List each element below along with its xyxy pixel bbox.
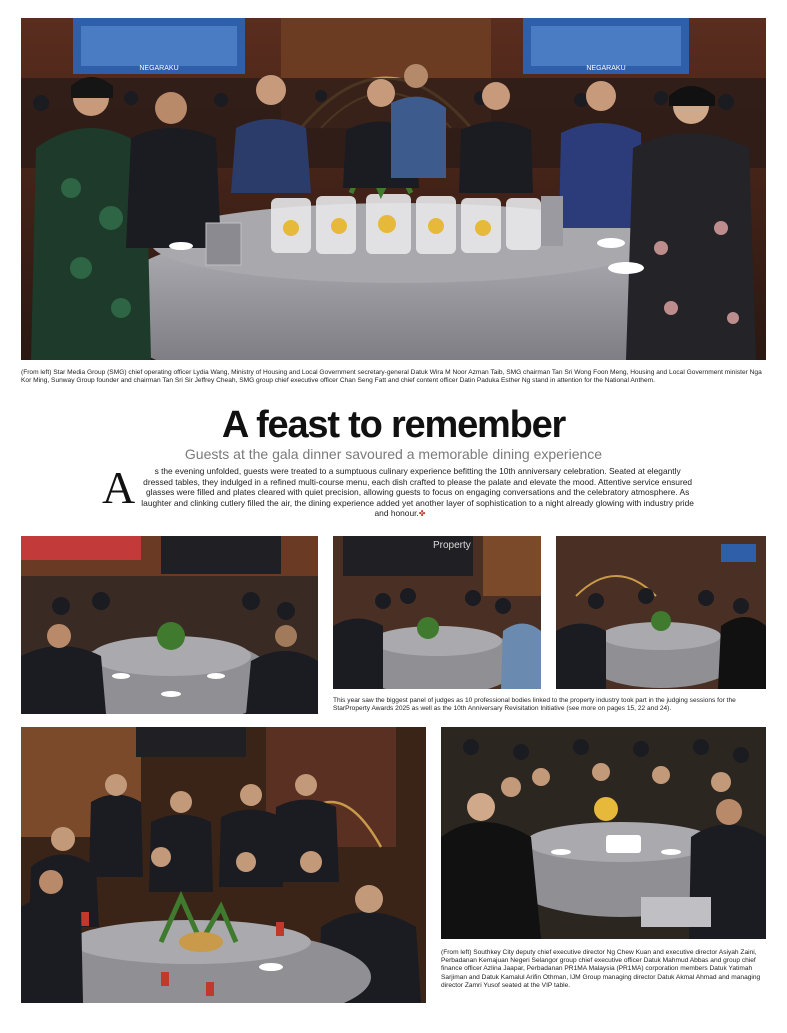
drop-cap: A <box>102 462 136 513</box>
end-mark-icon: ✤ <box>418 509 426 519</box>
middle-screen-text: Property <box>433 540 471 551</box>
right-screen-text: NEGARAKU <box>586 65 626 72</box>
article-body-text: s the evening unfolded, guests were treated to a sumptuous culinary experience befitting the 10th anniversary celebration. Seated at elegantly dressed tables, they indulged in a refined multi-course menu, each dish crafted to please the palate and elevate the mood. Attentive service ensured glasses were filled and plates cleared with quiet precision, allowing guests to focus on engaging conversations and the celebratory atmosphere. As laughter and clinking cutlery filled the air, the dining experience added yet another layer of sophistication to a night already glowing with industry pride and honour. <box>141 466 694 519</box>
article-headline: A feast to remember <box>221 404 566 446</box>
photo-dinner-table-2 <box>333 536 541 689</box>
photo-national-anthem-group <box>21 18 766 360</box>
photo-thumbs-up-group <box>21 727 426 1003</box>
photo-dinner-table-3 <box>556 536 766 689</box>
caption-top-photo: (From left) Star Media Group (SMG) chief operating officer Lydia Wang, Ministry of Housing and Local Government secretary-general Datuk Wira M Noor Azman Taib, SMG chairman Tan Sri Wong Foon Meng, Housing and Local Government minister Nga Kor Ming, Sunway Group founder and chairman Tan Sri Sir Jeffrey Cheah, SMG group chief executive officer Chan Seng Fatt and chief content officer Datin Paduka Esther Ng stand in attention for the National Anthem. <box>21 369 762 385</box>
photo-vip-table <box>441 727 766 939</box>
caption-vip-table: (From left) Southkey City deputy chief executive director Ng Chew Kuan and executive director Asiyah Zaini, Perbadanan Kemajuan Negeri Selangor group chief executive officer Datuk Mahmud Abbas and group chief finance officer Azlina Jaapar, Perbadanan PR1MA Malaysia (PR1MA) corporation members Datuk Yatimah Sarjiman and Datuk Kamalul Arifin Othman, IJM Group managing director Datuk Akmal Ahmad and managing director Zamri Yusof seated at the VIP table. <box>441 949 761 989</box>
left-screen-text: NEGARAKU <box>139 65 179 72</box>
article-subheadline: Guests at the gala dinner savoured a memorable dining experience <box>184 446 603 462</box>
photo-dinner-table-1 <box>21 536 318 714</box>
caption-judges: This year saw the biggest panel of judges as 10 professional bodies linked to the property industry took part in the judging sessions for the StarProperty Awards 2025 as well as the 10th Anniversary Revisitation Initiative (see more on pages 15, 22 and 24). <box>333 697 736 713</box>
article-body <box>102 462 696 520</box>
